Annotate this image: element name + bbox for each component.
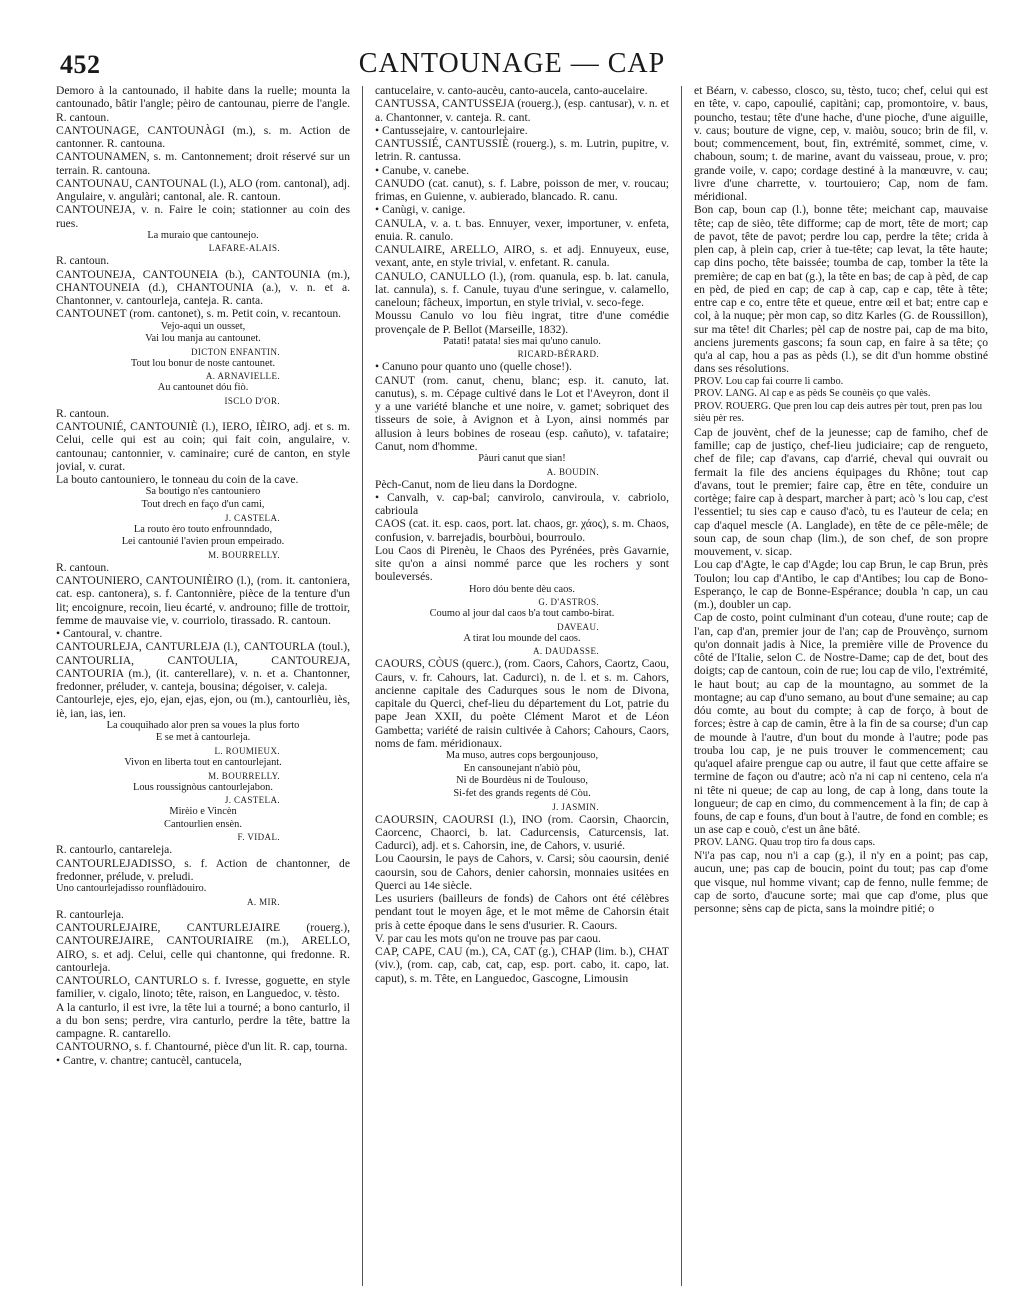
quotation-line: Mirèio e Vincèn: [169, 806, 237, 818]
quotation-line: Sa boutigo n'es cantouniero: [145, 486, 261, 498]
entry-paragraph: • Canvalh, v. cap-bal; canvirolo, canviroula, v. cabriolo, cabrioula: [375, 490, 669, 518]
page-number: 452: [60, 50, 101, 79]
citation-author: L. ROUMIEUX.: [214, 746, 280, 757]
entry-paragraph: A la canturlo, il est ivre, la tête lui a tourné; a bono canturlo, il a du bon sens; perdre, vira canturlo, perdre la tête, battre la campagne. R. cantarello.: [56, 1000, 350, 1040]
entry-paragraph: Cantourleje, ejes, ejo, ejan, ejas, ejon, ou (m.), cantourlièu, iès, iè, ian, ias, ien.: [56, 693, 350, 720]
entry-paragraph: R. cantourlo, cantareleja.: [56, 843, 173, 857]
entry-paragraph: Cap de costo, point culminant d'un coteau, d'une route; cap de l'an, cap d'an, premier jour de l'an; cap de Prouvènço, surnom qu'on donnait jadis à Nice, la première ville de Provence du côté de l'Italie, selon C. de Nostre-Dame; cap de det, bout des doigts; cap de cantoun, coin de rue; lou cap de vilo, l'extrémité, le haut bout; au cap de la mountagno, au sommet de la montagne; au cap d'uno semano, au bout d'une semaine; au cap dóu comte, au bout du compte; à cap de forço, à bout de forces; èstre à cap de camin, être à la fin de sa course; d'un cap de mounde à l'autre, d'un bout du monde à l'autre; pode pas trouba lou cap, je ne puis trouver le commencement; cau qu'aquel afaire prengue cap ou autre, il faut que cette affaire se termine de façon ou d'autre; acò n'a ni cap ni centeno, cela n'a ni tête ni queue; de cap au long, de cap à long, dans toute la longueur; de cap en cimo, du commencement à la fin; de cap à founs, de cap e founs, d'un bout à l'autre, de fond en comble; es un ase cap e couò, c'est un âne bâté.: [694, 611, 988, 837]
entry-paragraph: CANUT (rom. canut, chenu, blanc; esp. it. canuto, lat. canutus), s. m. Cépage cultivé dans le Lot et l'Aveyron, dont il y a une variété blanche et une noire, v. gamet; sobriquet des tisseurs de soie, à Avignon et à Lyon, ainsi nommés par allusion à leurs bobines de roseau (esp. cañuto), v. tafataire; Canut, nom d'homme.: [375, 373, 669, 453]
quotation-line: Vai lou manja au cantounet.: [145, 333, 261, 345]
quotation-line: Lous roussignòus cantourlejabon.: [133, 781, 273, 793]
entry-paragraph: CANTOUNET (rom. cantonet), s. m. Petit coin, v. recantoun.: [56, 307, 342, 321]
citation-author: J. CASTELA.: [224, 512, 280, 523]
proverb-line: PROV. LANG. Quau trop tiro fa dous caps.: [694, 836, 876, 848]
quotation-line: E se met à cantourleja.: [155, 732, 251, 744]
entry-paragraph: CANTOUNEJA, v. n. Faire le coin; stationner au coin des rues.: [56, 203, 350, 230]
entry-paragraph: CANTOUNAMEN, s. m. Cantonnement; droit réservé sur un terrain. R. cantouna.: [56, 150, 350, 177]
entry-paragraph: CANTOUNIÉ, CANTOUNIÈ (l.), IERO, IÈIRO, adj. et s. m. Celui, celle qui est au coin; qui fait coin, angulaire, v. cantounau; cantonnier, v. caminaire; curé de canton, en style jovial, v. curat.: [56, 420, 350, 473]
entry-paragraph: • Canùgi, v. canige.: [375, 203, 466, 217]
quotation-line: La muraio que cantounejo.: [147, 229, 259, 241]
quotation-line: Au cantounet dóu fiò.: [157, 382, 249, 394]
entry-paragraph: Bon cap, boun cap (l.), bonne tête; meichant cap, mauvaise tête; cap de sièo, tête difforme; cap de mort, tête de mort; cap de pavot, tête de pavot; perdre lou cap, perdre la tête; crida à plen cap, à plein cap, crier à tue-tête; cap levat, la tête haute; cap dins pocho, tête baissée; toumba de cap, tomber la tête la première; de cap en bat (g.), la tête en bas; de cap à pèd, de cap en pèd, de pied en cap; de cap à cap, cap e cap, tête à tête; entre cap e co, entre tête et queue, entre œil et bat; entre cap e col, à la nuque; pèr mon cap, so ditz Karles (G. de Roussillon), sur ma tête! dit Charles; pèl cap de nostre pai, cap de ma bito, anciens jurements gascons; fa soun cap, en faire à sa tête; ço qu'a al cap, hou a pas as pèds (l.), se dit d'un homme obstiné dans ses résolutions.: [694, 203, 988, 376]
citation-author: M. BOURRELLY.: [208, 549, 280, 560]
citation-author: J. JASMIN.: [552, 801, 599, 812]
entry-paragraph: • Cantussejaire, v. cantourlejaire.: [375, 123, 528, 137]
entry-paragraph: CANTOURLEJAIRE, CANTURLEJAIRE (rouerg.), CANTOUREJAIRE, CANTOURIAIRE (m.), ARELLO, AIRO, s. et adj. Celui, celle qui chantonne, qui fredonne. R. cantourleja.: [56, 921, 350, 974]
citation-author: M. BOURRELLY.: [208, 770, 280, 781]
entry-paragraph: CANTOUNAU, CANTOUNAL (l.), ALO (rom. cantonal), adj. Angulaire, v. angulàri; cantonal, ale. R. cantoun.: [56, 176, 350, 203]
column-rule: [681, 86, 682, 1286]
proverb-line: PROV. ROUERG. Que pren lou cap deis autres pèr tout, pren pas lou sièu pèr res.: [694, 400, 983, 425]
citation-author: LAFARE-ALAIS.: [208, 243, 280, 254]
quotation-line: La couquihado alor pren sa voues la plus forto: [106, 719, 300, 731]
quotation-line: A tirat lou mounde del caos.: [463, 632, 581, 644]
quotation-line: Tout lou bonur de noste cantounet.: [130, 357, 276, 369]
citation-author: A. ARNAVIELLE.: [205, 371, 280, 382]
entry-paragraph: CAOURS, CÒUS (querc.), (rom. Caors, Cahors, Caortz, Caou, Caurs, v. fr. Cahours, lat. Cadurci), n. de l. et s. m. Cahors, ancienne capitale des Cadurques sous le nom de Divona, capitale du Querci, chef-lieu du département du Lot, patrie du pape Jean XXII, du poète Clément Marot et de Léon Gambetta; variété de raisin cultivée à Cahors; Cahours, Caors, noms de fam. méridionaux.: [375, 657, 669, 750]
column-1: [56, 84, 350, 1292]
entry-paragraph: CANTOUNIERO, CANTOUNIÈIRO (l.), (rom. it. cantoniera, cat. esp. cantonera), s. f. Cantonnière, pièce de la tenture d'un lit; encoignure, recoin, lieu écarté, v. androuno; fille de trottoir, femme de mauvaise vie, v. courriolo, tirassado. R. cantoun.: [56, 574, 350, 627]
entry-paragraph: CANTUSSA, CANTUSSEJA (rouerg.), (esp. cantusar), v. n. et a. Chantonner, v. canteja. R. cant.: [375, 97, 669, 124]
citation-author: A. MIR.: [246, 896, 280, 907]
proverb-line: PROV. LANG. Al cap e as pèds Se counèis ço que valès.: [694, 388, 931, 400]
quotation-line: En cansounejant n'abiò pòu,: [463, 762, 581, 774]
quotation-line: Si-fet des grands regents dé Còu.: [453, 788, 591, 799]
entry-paragraph: CANTOURLO, CANTURLO s. f. Ivresse, goguette, en style familier, v. cigalo, linoto; tête, raison, en Languedoc, v. tèsto.: [56, 974, 350, 1001]
entry-paragraph: Demoro à la cantounado, il habite dans la ruelle; mounta la cantounado, bâtir l'angle; pèiro de cantounau, pierre de l'angle. R. cantoun.: [56, 84, 350, 124]
column-rule: [362, 86, 363, 1286]
proverb-line: PROV. Lou cap fai courre li cambo.: [694, 375, 844, 387]
entry-paragraph: La bouto cantouniero, le tonneau du coin de la cave.: [56, 473, 299, 487]
entry-paragraph: V. par cau les mots qu'on ne trouve pas par caou.: [375, 931, 601, 945]
entry-paragraph: R. cantoun.: [56, 560, 110, 574]
entry-paragraph: CAP, CAPE, CAU (m.), CA, CAT (g.), CHAP (lim. b.), CHAT (viv.), (rom. cap, cab, cat, cap, esp. port. cabo, it. capo, lat. caput), s. m. Tête, en Languedoc, Gascogne, Limousin: [375, 945, 669, 985]
quotation-line: Patati! patata! sies mai qu'uno canulo.: [443, 335, 601, 347]
entry-paragraph: Lou Caoursin, le pays de Cahors, v. Carsi; sòu caoursin, denié caoursin, sou de Cahors, denier cahorsin, monnaies usitées en Querci au 14e siècle.: [375, 852, 669, 892]
quotation-line: La routo èro touto enfrounndado,: [133, 523, 273, 535]
entry-paragraph: CAOURSIN, CAOURSI (l.), INO (rom. Caorsin, Chaorcin, Caorcenc, Chaorci, b. lat. Cadurcensis, Caturcensis, lat. Cadurci), adj. et s. Cahorsin, ine, de Cahors, v. usurié.: [375, 812, 669, 853]
entry-paragraph: R. cantoun.: [56, 254, 110, 268]
running-title: CANTOUNAGE — CAP: [358, 48, 666, 79]
column-3: [694, 84, 988, 1292]
citation-author: A. DAUDASSE.: [532, 646, 599, 657]
entry-paragraph: CANTOURLEJA, CANTURLEJA (l.), CANTOURLA (toul.), CANTOURLIA, CANTOULIA, CANTOUREJA, CANTOURIA (m.), (it. canterellare), v. n. et a. Chantonner, fredonner, préluder, v. canteja, bousina; dégoiser, v. caleja.: [56, 640, 350, 694]
entry-paragraph: CANTUSSIÉ, CANTUSSIÈ (rouerg.), s. m. Lutrin, pupitre, v. letrin. R. cantussa.: [375, 137, 669, 164]
citation-author: DAVEAU.: [557, 621, 599, 632]
entry-paragraph: CANUDO (cat. canut), s. f. Labre, poisson de mer, v. roucau; frimas, en Guienne, v. aubierado, blancado. R. canu.: [375, 176, 669, 203]
column-2: [375, 84, 669, 1292]
entry-paragraph: et Béarn, v. cabesso, closco, su, tèsto, tuco; chef, celui qui est en tête, v. capo, capoulié, capitàni; cap, promontoire, v. baus, pouncho, testau; tête d'une hache, d'une pioche, d'une aiguille, v. caus; bouture de vigne, cep, v. maiòu, souco; brin de fil, v. bout; commencement, bout, fin, extrémité, sommet, cime, v. chaboun, soum; t. de marine, avant du vaisseau, proue, v. pro; grande voile, v. capo; cordage destiné à la manœuvre, v. cau; livre d'une charrette, v. tourtouiero; Cap, nom de fam. méridional.: [694, 84, 988, 203]
entry-paragraph: CANTOURNO, s. f. Chantourné, pièce d'un lit. R. cap, tourna.: [56, 1040, 348, 1054]
entry-paragraph: • Canube, v. canebe.: [375, 163, 470, 177]
entry-paragraph: R. cantoun.: [56, 406, 110, 420]
entry-paragraph: • Canuno pour quanto uno (quelle chose!).: [375, 360, 572, 374]
citation-author: A. BOUDIN.: [546, 466, 599, 477]
quotation-line: Lei cantounié l'avien proun empeirado.: [121, 536, 285, 548]
entry-paragraph: R. cantourleja.: [56, 907, 124, 921]
entry-paragraph: CANTOUNEJA, CANTOUNEIA (b.), CANTOUNIA (m.), CHANTOUNEIA (d.), CHANTOUNIA (a.), v. n. et a. Chantonner, v. cantourleja, canteja. R. canta.: [56, 267, 350, 308]
proverb-line: Uno cantourlejadisso rounflàdouiro.: [56, 883, 207, 895]
entry-paragraph: CAOS (cat. it. esp. caos, port. lat. chaos, gr. χάος), s. m. Chaos, confusion, v. barrejadis, bourbòui, bourroulo.: [375, 517, 669, 544]
entry-paragraph: CANULO, CANULLO (l.), (rom. quanula, esp. b. lat. canula, lat. cannula), s. f. Canule, tuyau d'une seringue, v. calamello, caneloun; fâcheux, importun, en style trivial, v. seco-fege.: [375, 269, 669, 309]
entry-paragraph: Moussu Canulo vo lou fièu ingrat, titre d'une comédie provençale de P. Bellot (Marseille, 1832).: [375, 309, 669, 336]
quotation-line: Ni de Bourdèus ni de Toulouso,: [456, 775, 588, 787]
quotation-line: Pàuri canut que sian!: [478, 453, 566, 465]
columns: [56, 84, 1006, 1294]
entry-paragraph: N'i'a pas cap, nou n'i a cap (g.), il n'y en a point; pas cap, aucun, une; pas cap de boucin, point du tout; pas cap d'ome que visque, nul homme vivant; cap de fenno, nulle femme; de cap de sorto, d'aucune sorte; mai que cap d'ome, plus que personne; sèns cap de picta, sans la moindre pitié; o: [694, 849, 988, 916]
entry-paragraph: CANULAIRE, ARELLO, AIRO, s. et adj. Ennuyeux, euse, vexant, ante, en style trivial, v. enfetant. R. canula.: [375, 243, 669, 270]
citation-author: RICARD-BÉRARD.: [517, 349, 599, 360]
quotation-line: Vivon en liberta tout en cantourlejant.: [124, 757, 282, 769]
citation-author: J. CASTELA.: [224, 795, 280, 806]
entry-paragraph: CANTOURLEJADISSO, s. f. Action de chantonner, de fredonner, prélude, v. preludi.: [56, 856, 350, 883]
quotation-line: Cantourlien ensèn.: [164, 818, 242, 830]
entry-paragraph: Lou Caos di Pirenèu, le Chaos des Pyrénées, près Gavarnie, site qu'on a ainsi nommé parce que les rochers y sont bouleversés.: [375, 543, 669, 584]
quotation-line: Ma muso, autres cops bergounjouso,: [445, 750, 599, 762]
citation-author: G. D'ASTROS.: [538, 597, 599, 608]
quotation-line: Horo dóu bente dèu caos.: [469, 583, 575, 595]
quotation-line: Coumo al jour dal caos b'a tout cambo-birat.: [429, 608, 615, 620]
entry-paragraph: • Cantre, v. chantre; cantucèl, cantucela,: [56, 1053, 242, 1067]
entry-paragraph: Pèch-Canut, nom de lieu dans la Dordogne.: [375, 477, 578, 491]
entry-paragraph: CANTOUNAGE, CANTOUNÀGI (m.), s. m. Action de cantonner. R. cantouna.: [56, 123, 350, 150]
entry-paragraph: • Cantoural, v. chantre.: [56, 627, 163, 641]
entry-paragraph: Lou cap d'Agte, le cap d'Agde; lou cap Brun, le cap Brun, près Toulon; lou cap d'Antibo, le cap d'Antibes; lou cap de Bono-Esperanço, le cap de Bonne-Espérance; doubla 'n cap, un cau (m.), doubler un cap.: [694, 558, 988, 612]
entry-paragraph: Cap de jouvènt, chef de la jeunesse; cap de famiho, chef de famille; cap de justiço, chef-lieu judiciaire; cap de rengueto, chef de file; cap d'avans, cap d'arrié, cheval qui ouvrait ou fermait la file des anciens équipages du Rhône; tout cap d'avans, tout le premier; faire cap, être en tête, conduire un cortège; faire cap à despart, marcher à part; acò 's lou cap, c'est l'essentiel; tu sies cap e causo d'acò, tu es l'auteur de cela; en cap d'aquel mescle (A. Langlade), en tête de ce pêle-mêle; de soun cap, de soun chap (lim.), de son chef, de son propre mouvement, v. sicap.: [694, 425, 988, 559]
entry-paragraph: Les usuriers (bailleurs de fonds) de Cahors ont été célèbres pendant tout le moyen âge, et le mot même de Cahorsin était pris à cette époque dans le sens d'usurier. R. Caours.: [375, 892, 669, 932]
entry-paragraph: cantucelaire, v. canto-aucèu, canto-aucela, canto-aucelaire.: [375, 84, 648, 97]
citation-author: F. VIDAL.: [237, 832, 280, 843]
quotation-line: Vejo-aqui un ousset,: [160, 320, 246, 332]
entry-paragraph: CANULA, v. a. t. bas. Ennuyer, vexer, importuner, v. enfeta, enuia. R. canulo.: [375, 216, 669, 243]
quotation-line: Tout drech en faço d'un cami,: [141, 499, 265, 511]
citation-author: DICTON ENFANTIN.: [190, 346, 280, 357]
citation-author: ISCLO D'OR.: [224, 395, 280, 406]
